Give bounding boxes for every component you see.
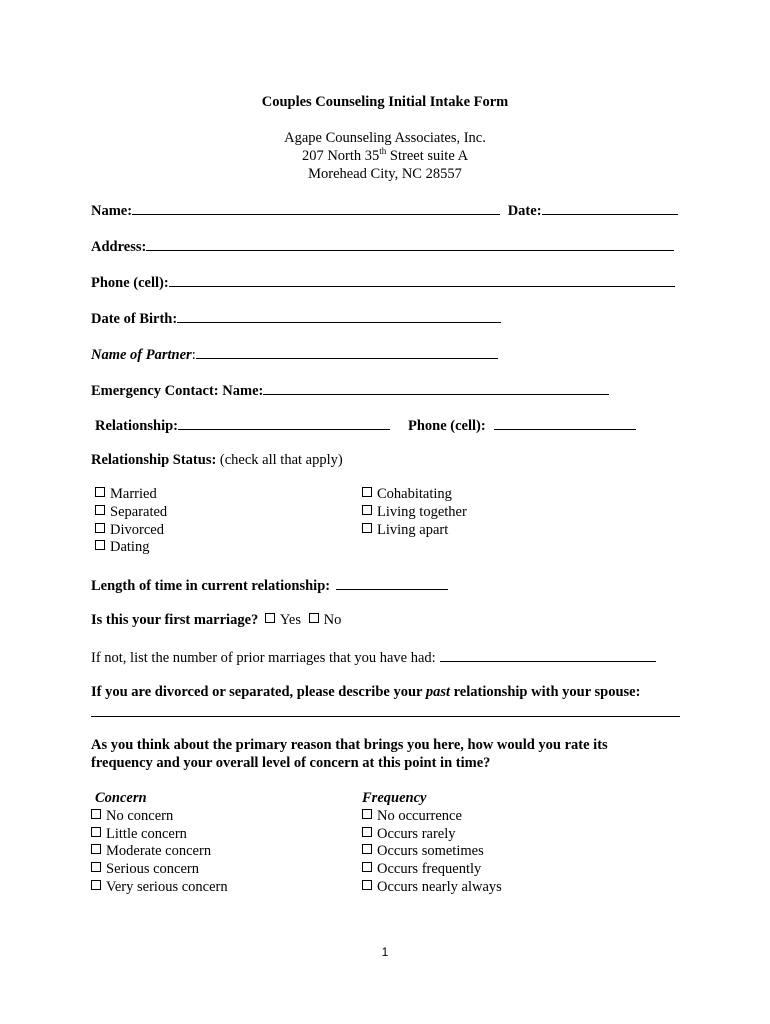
- checkbox[interactable]: [95, 487, 105, 497]
- option-label: Living together: [377, 503, 467, 520]
- checkbox[interactable]: [95, 523, 105, 533]
- partner-row: [91, 345, 498, 364]
- prior-marriages-field[interactable]: [440, 648, 656, 662]
- option-label: Occurs rarely: [377, 825, 456, 842]
- option-label: Little concern: [106, 825, 187, 842]
- option-label: No occurrence: [377, 807, 462, 824]
- name-row: [91, 201, 678, 220]
- prior-marriages-label: If not, list the number of prior marriages that you have had:: [91, 650, 436, 666]
- option-label: Very serious concern: [106, 878, 228, 895]
- length-field[interactable]: [336, 576, 448, 590]
- concern-option[interactable]: [91, 808, 228, 826]
- divorced-question: [91, 684, 640, 701]
- frequency-option[interactable]: [362, 861, 502, 879]
- divorced-answer-line[interactable]: [91, 716, 680, 717]
- name-label: Name:: [91, 203, 133, 219]
- frequency-option[interactable]: [362, 808, 502, 826]
- option-label: Living apart: [377, 521, 449, 538]
- address-label: Address:: [91, 239, 147, 255]
- checkbox[interactable]: [91, 880, 101, 890]
- status-option[interactable]: [362, 522, 467, 540]
- frequency-list: [362, 790, 502, 897]
- address-field[interactable]: [146, 237, 674, 251]
- option-label: Occurs frequently: [377, 861, 482, 878]
- partner-colon: :: [191, 347, 196, 363]
- partner-field[interactable]: [196, 345, 498, 359]
- checkbox[interactable]: [362, 487, 372, 497]
- org-address: [0, 148, 770, 165]
- status-option[interactable]: [362, 486, 467, 504]
- checkbox[interactable]: [362, 809, 372, 819]
- concern-option[interactable]: [91, 843, 228, 861]
- org-name: Agape Counseling Associates, Inc.: [284, 130, 486, 146]
- emergency-phone-row: [408, 416, 636, 435]
- checkbox[interactable]: [362, 505, 372, 515]
- dob-row: [91, 309, 501, 328]
- phone-row: [91, 273, 675, 292]
- name-field[interactable]: [132, 201, 500, 215]
- prior-marriages-row: [91, 648, 656, 667]
- relationship-status-label: Relationship Status:: [91, 452, 217, 468]
- partner-label: Name of Partner: [91, 347, 192, 363]
- page-number: 1: [381, 945, 389, 959]
- option-label: Moderate concern: [106, 843, 212, 860]
- status-option[interactable]: [95, 486, 167, 504]
- checkbox[interactable]: [95, 505, 105, 515]
- checkbox[interactable]: [362, 880, 372, 890]
- yes-checkbox[interactable]: [265, 613, 275, 623]
- no-checkbox[interactable]: [309, 613, 319, 623]
- address-suffix: th: [379, 146, 387, 156]
- yes-label: Yes: [279, 612, 302, 628]
- checkbox[interactable]: [362, 827, 372, 837]
- concern-header: Concern: [95, 790, 147, 806]
- option-label: No concern: [106, 807, 174, 824]
- emergency-phone-field[interactable]: [494, 416, 636, 430]
- relationship-row: [95, 416, 390, 435]
- relationship-status-hint: (check all that apply): [216, 452, 343, 468]
- relationship-status-heading: [91, 452, 343, 469]
- option-label: Occurs sometimes: [377, 843, 484, 860]
- option-label: Serious concern: [106, 861, 200, 878]
- concern-option[interactable]: [91, 861, 228, 879]
- rating-question-line-2: frequency and your overall level of concern at this point in time?: [91, 755, 491, 771]
- status-option[interactable]: [95, 504, 167, 522]
- checkbox[interactable]: [91, 827, 101, 837]
- status-option[interactable]: [95, 522, 167, 540]
- checkbox[interactable]: [362, 523, 372, 533]
- phone-label: Phone (cell):: [91, 275, 169, 291]
- relationship-status-left: [95, 486, 167, 557]
- checkbox[interactable]: [91, 809, 101, 819]
- emergency-phone-label: Phone (cell):: [408, 418, 486, 434]
- concern-option[interactable]: [91, 826, 228, 844]
- frequency-option[interactable]: [362, 826, 502, 844]
- phone-field[interactable]: [169, 273, 675, 287]
- relationship-field[interactable]: [178, 416, 390, 430]
- status-option[interactable]: [95, 539, 167, 557]
- address-number: 207 North 35: [301, 148, 380, 164]
- checkbox[interactable]: [95, 540, 105, 550]
- frequency-header: Frequency: [362, 790, 427, 806]
- concern-option[interactable]: [91, 879, 228, 897]
- checkbox[interactable]: [91, 862, 101, 872]
- checkbox[interactable]: [362, 862, 372, 872]
- rating-question-line-1: As you think about the primary reason that brings you here, how would you rate its: [91, 737, 608, 753]
- date-field[interactable]: [542, 201, 678, 215]
- concern-list: [91, 790, 228, 897]
- form-title: Couples Counseling Initial Intake Form: [261, 94, 509, 110]
- frequency-option[interactable]: [362, 843, 502, 861]
- option-label: Divorced: [110, 521, 164, 538]
- length-label: Length of time in current relationship:: [91, 578, 331, 594]
- checkbox[interactable]: [91, 844, 101, 854]
- first-marriage-label: Is this your first marriage?: [91, 612, 259, 628]
- option-label: Occurs nearly always: [377, 878, 502, 895]
- relationship-status-right: [362, 486, 467, 539]
- date-label: Date:: [507, 203, 542, 219]
- checkbox[interactable]: [362, 844, 372, 854]
- emergency-row: [91, 381, 609, 400]
- option-label: Cohabitating: [377, 486, 452, 502]
- org-city: Morehead City, NC 28557: [308, 166, 462, 182]
- address-row: [91, 237, 674, 256]
- option-label: Married: [110, 486, 157, 502]
- divorced-text-post: relationship with your spouse:: [450, 684, 641, 700]
- first-marriage-row: [91, 612, 341, 629]
- length-row: [91, 576, 448, 595]
- frequency-option[interactable]: [362, 879, 502, 897]
- address-street: Street suite A: [386, 148, 469, 164]
- dob-label: Date of Birth:: [91, 311, 178, 327]
- option-label: Separated: [110, 503, 168, 520]
- option-label: Dating: [110, 539, 150, 556]
- emergency-label: Emergency Contact: Name:: [91, 383, 264, 399]
- status-option[interactable]: [362, 504, 467, 522]
- emergency-name-field[interactable]: [263, 381, 609, 395]
- relationship-label: Relationship:: [95, 418, 178, 434]
- divorced-text-pre: If you are divorced or separated, please describe your: [91, 684, 426, 700]
- divorced-text-emph: past: [425, 684, 450, 700]
- dob-field[interactable]: [177, 309, 501, 323]
- no-label: No: [323, 612, 342, 628]
